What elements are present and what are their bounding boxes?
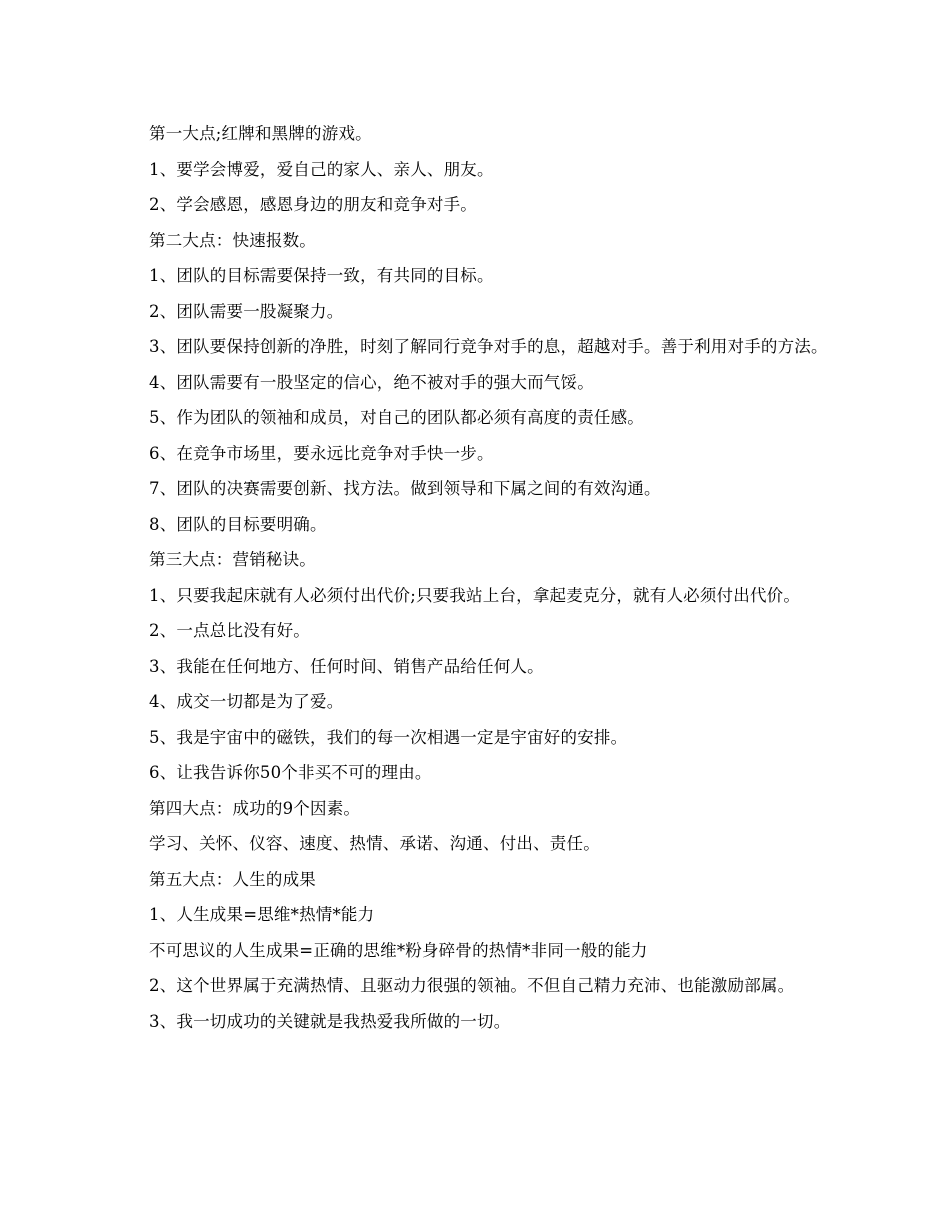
heading-point-2: 第二大点：快速报数。	[149, 230, 316, 250]
list-item: 3、我能在任何地方、任何时间、销售产品给任何人。	[149, 656, 544, 676]
heading-point-3: 第三大点：营销秘诀。	[149, 550, 316, 569]
heading-point-5: 第五大点：人生的成果	[149, 869, 316, 889]
list-item: 3、团队要保持创新的净胜，时刻了解同行竞争对手的息，超越对手。善于利用对手的方法。	[149, 337, 828, 356]
list-item: 1、团队的目标需要保持一致，有共同的目标。	[149, 266, 494, 285]
list-item: 2、这个世界属于充满热情、且驱动力很强的领袖。不但自己精力充沛、也能激励部属。	[149, 976, 795, 995]
list-item: 5、作为团队的领袖和成员，对自己的团队都必须有高度的责任感。	[149, 408, 644, 427]
list-item: 4、成交一切都是为了爱。	[149, 692, 344, 711]
list-item: 1、要学会博爱，爱自己的家人、亲人、朋友。	[149, 159, 494, 179]
body-paragraph: 学习、关怀、仪容、速度、热情、承诺、沟通、付出、责任。	[149, 834, 600, 853]
list-item: 5、我是宇宙中的磁铁，我们的每一次相遇一定是宇宙好的安排。	[149, 727, 628, 747]
list-item: 2、团队需要一股凝聚力。	[149, 301, 344, 321]
body-paragraph: 不可思议的人生成果=正确的思维*粉身碎骨的热情*非同一般的能力	[149, 940, 648, 960]
document-body	[113, 124, 837, 1047]
list-item: 6、在竞争市场里，要永远比竞争对手快一步。	[149, 443, 494, 463]
list-item: 2、一点总比没有好。	[149, 621, 310, 640]
heading-point-1: 第一大点;红牌和黑牌的游戏。	[149, 124, 372, 143]
list-item: 1、人生成果=思维*热情*能力	[149, 905, 375, 924]
list-item: 7、团队的决赛需要创新、找方法。做到领导和下属之间的有效沟通。	[149, 479, 661, 498]
heading-point-4: 第四大点：成功的9个因素。	[149, 798, 361, 818]
list-item: 4、团队需要有一股坚定的信心，绝不被对手的强大而气馁。	[149, 372, 594, 392]
list-item: 8、团队的目标要明确。	[149, 514, 327, 534]
list-item: 1、只要我起床就有人必须付出代价;只要我站上台，拿起麦克分，就有人必须付出代价。	[149, 585, 801, 605]
list-item: 6、让我告诉你50个非买不可的理由。	[149, 763, 432, 782]
list-item: 2、学会感恩，感恩身边的朋友和竞争对手。	[149, 195, 477, 214]
list-item: 3、我一切成功的关键就是我热爱我所做的一切。	[149, 1011, 511, 1031]
